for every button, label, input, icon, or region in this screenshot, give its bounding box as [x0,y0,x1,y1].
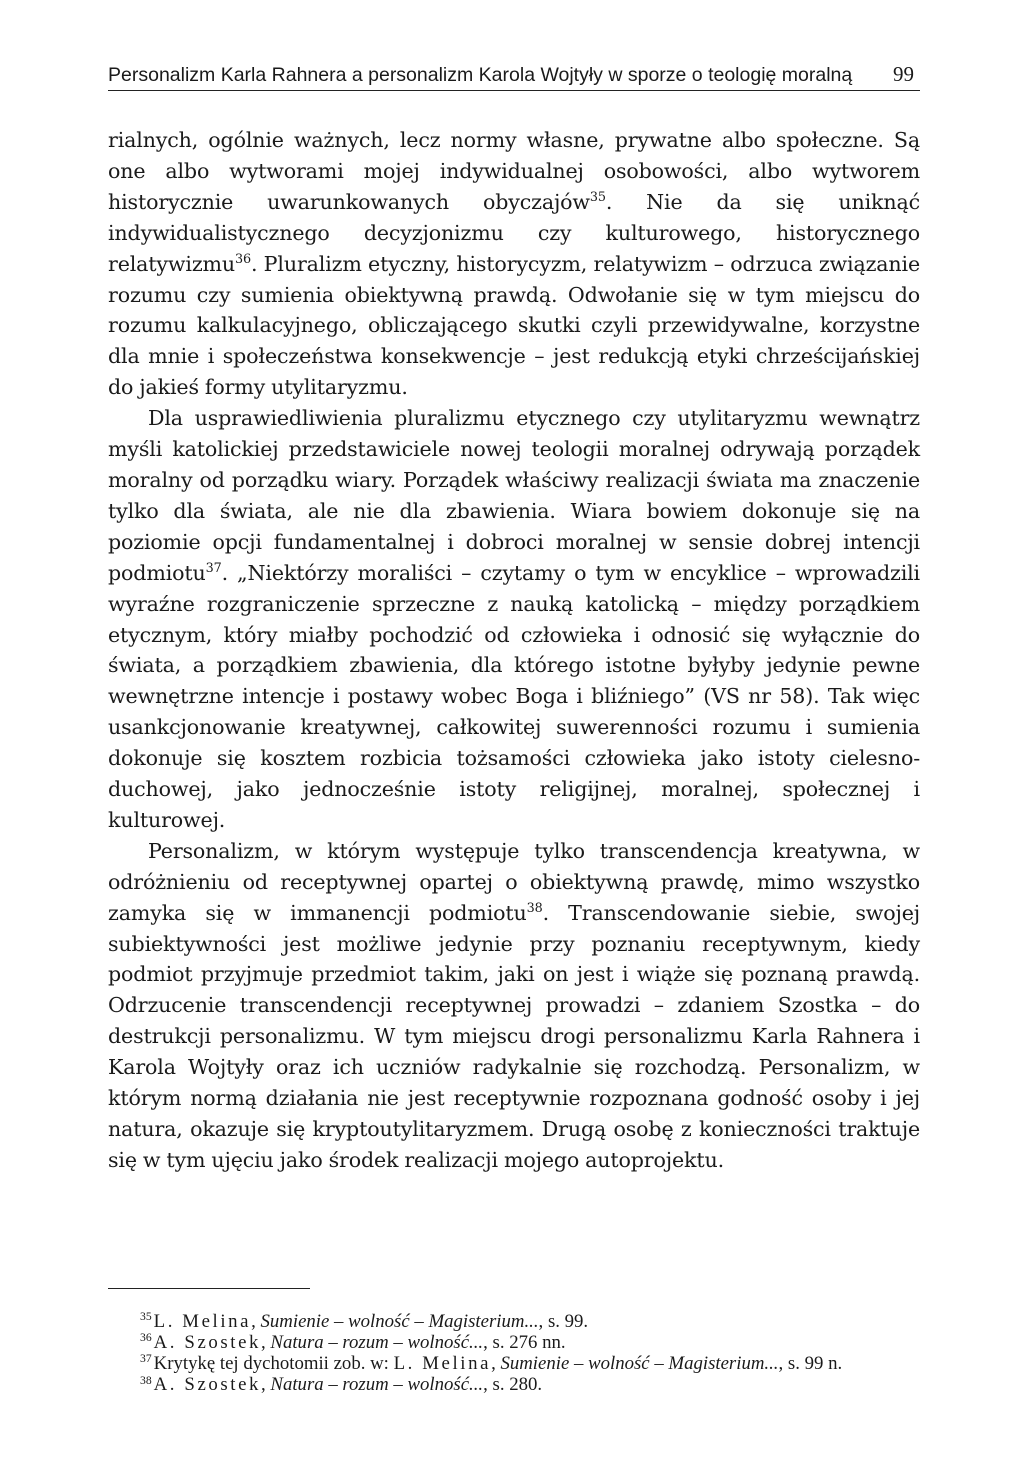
document-page [108,62,920,1396]
footnote-ref-38[interactable]: 38 [526,900,543,916]
footnote-title: Natura – rozum – wolność... [270,1374,484,1396]
footnote-author: L. Melina [393,1353,492,1375]
footnote-ref-35[interactable]: 35 [589,189,606,205]
footnote-36 [108,1332,920,1353]
footnote-number: 37 [140,1352,152,1366]
footnote-separator-text: , [491,1353,501,1375]
paragraph-2-text-b: . „Niektórzy moraliści – czytamy o tym w encyklice – wprowadzili wyraźne rozgraniczenie sprzeczne z nauką katolicką – między porządkiem etycznym, który miałby pochodzić od człowieka i odnosić się wyłącznie do świata, a porządkiem zbawienia, dla którego istotne byłyby jedynie pewne wewnętrzne intencje i postawy wobec Boga i bliźniego” (VS nr 58). Tak więc usankcjonowanie kreatywnej, całkowitej suwerenności rozumu i sumienia dokonuje się kosztem rozbicia tożsamości człowieka jako istoty cielesno-duchowej, jako jednocześnie istoty religijnej, moralnej, społecznej i kulturowej. [108,560,920,832]
footnote-title: Sumienie – wolność – Magisterium... [260,1310,539,1332]
footnote-37 [108,1353,920,1374]
footnote-title: Natura – rozum – wolność... [270,1332,484,1354]
footnote-separator-text: , [251,1310,261,1332]
footnote-35 [108,1311,920,1332]
main-text [108,125,920,1176]
paragraph-1-text-a: rialnych, ogólnie ważnych, lecz normy własne, prywatne albo społeczne. Są one albo wytworami mojej indywidualnej osobowości, albo wytworem historycznie uwarunkowanych obyczajów [108,128,920,214]
footnote-separator [108,1288,310,1289]
paragraph-2-text-a: Dla usprawiedliwienia pluralizmu etycznego czy utylitaryzmu wewnątrz myśli katolickiej przedstawiciele nowej teologii moralnej odrywają porządek moralny od porządku wiary. Porządek właściwy realizacji świata ma znaczenie tylko dla świata, ale nie dla zbawienia. Wiara bowiem dokonuje się na poziomie opcji fundamentalnej i dobroci moralnej w sensie dobrej intencji podmiotu [108,406,920,585]
footnote-locator: , s. 99. [538,1310,589,1332]
footnote-separator-text: , [261,1332,271,1354]
paragraph-1-text-b: . Nie da się uniknąć indywidualistycznego decyzjonizmu czy kulturowego, historycznego relatywizmu [108,189,920,276]
footnote-locator: , s. 280. [483,1374,543,1396]
footnote-locator: , s. 99 n. [778,1353,843,1375]
page-number: 99 [893,62,914,86]
footnotes [108,1311,920,1396]
footnote-number: 36 [140,1331,152,1345]
running-header [108,62,920,91]
footnote-title: Sumienie – wolność – Magisterium... [500,1353,779,1375]
footnote-ref-37[interactable]: 37 [205,560,222,576]
paragraph-3-text-a: Personalizm, w którym występuje tylko transcendencja kreatywna, w odróżnieniu od receptywnej opartej o obiektywną prawdę, mimo wszystko zamyka się w immanencji podmiotu [108,838,920,925]
paragraph-1 [108,125,920,403]
footnote-number: 35 [140,1310,152,1324]
footnote-38 [108,1374,920,1395]
footnote-ref-36[interactable]: 36 [235,251,251,267]
footnote-author: L. Melina [153,1310,252,1332]
footnote-separator-text: , [261,1374,271,1396]
footnote-author: A. Szostek [153,1374,262,1396]
paragraph-3-text-b: . Transcendowanie siebie, swojej subiektywności jest możliwe jedynie przy poznaniu receptywnym, kiedy podmiot przyjmuje przedmiot takim, jaki on jest i wiąże się poznaną prawdą. Odrzucenie transcendencji receptywnej prowadzi – zdaniem Szostka – do destrukcji personalizmu. W tym miejscu drogi personalizmu Karla Rahnera i Karola Wojtyły oraz ich uczniów radykalnie się rozchodzą. Personalizm, w którym normą działania nie jest receptywnie rozpoznana godność osoby i jej natura, okazuje się kryptoutylitaryzmem. Drugą osobę z konieczności traktuje się w tym ujęciu jako środek realizacji mojego autoprojektu. [108,900,921,1172]
running-title: Personalizm Karla Rahnera a personalizm Karola Wojtyły w sporze o teologię moralną [108,64,853,86]
paragraph-2 [108,403,920,836]
paragraph-3 [108,836,920,1176]
footnote-prefix: Krytykę tej dychotomii zob. w: [153,1353,394,1375]
footnote-locator: , s. 276 nn. [483,1332,566,1354]
footnote-number: 38 [140,1373,152,1387]
footnote-author: A. Szostek [153,1332,262,1354]
paragraph-1-text-c: . Pluralizm etyczny, historycyzm, relatywizm – odrzuca związanie rozumu czy sumienia obiektywną prawdą. Odwołanie się w tym miejscu do rozumu kalkulacyjnego, obliczającego skutki czyli przewidywalne, korzystne dla mnie i społeczeństwa konsekwencje – jest redukcją etyki chrześcijańskiej do jakieś formy utylitaryzmu. [108,251,920,400]
